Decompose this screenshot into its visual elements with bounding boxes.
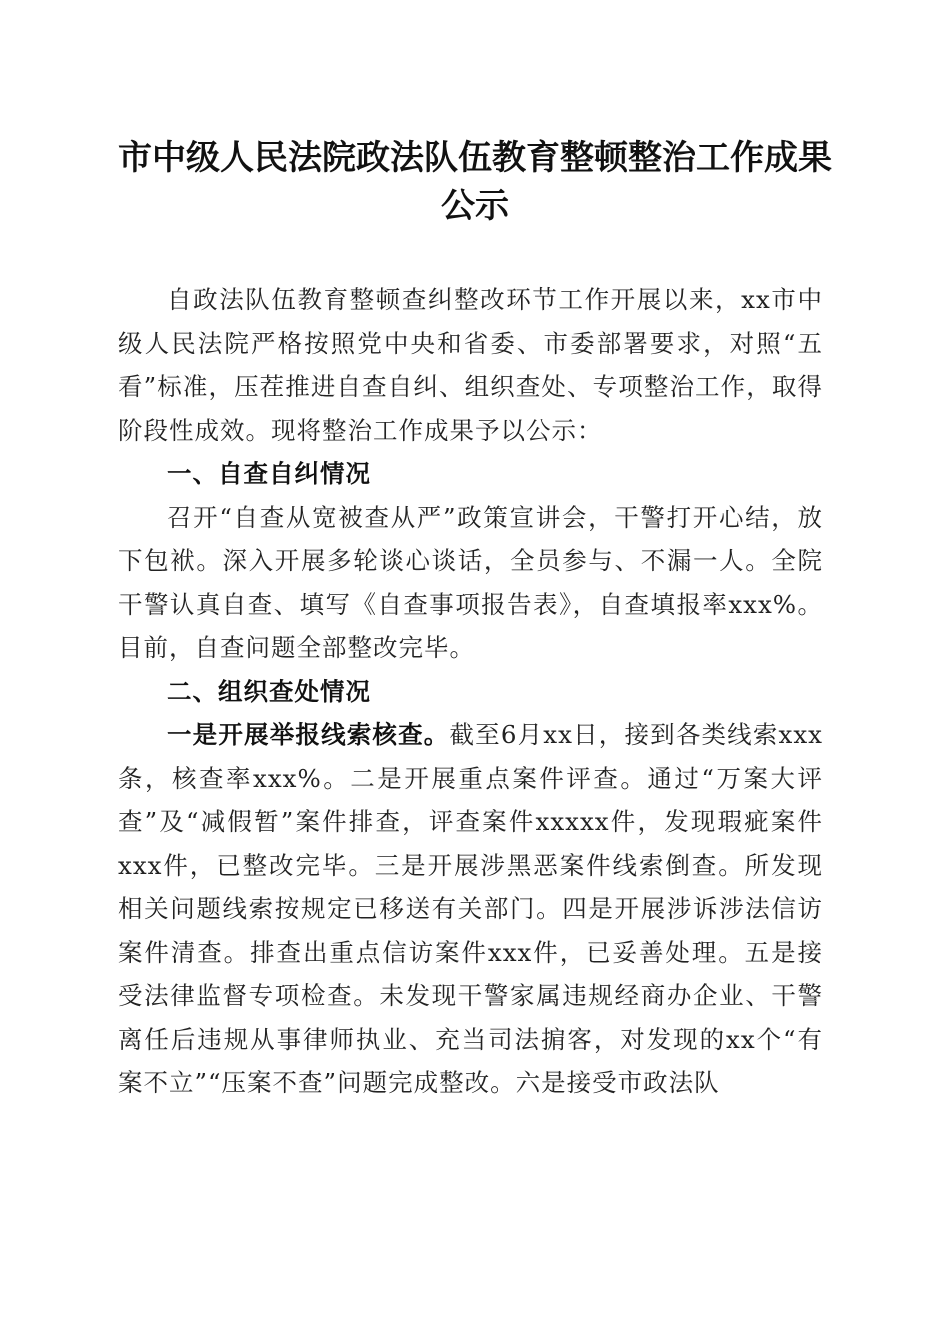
- section2-lead: 一是开展举报线索核查。: [167, 720, 450, 749]
- section1-heading: 一、自查自纠情况: [167, 459, 371, 488]
- section2-text: 截至6月xx日，接到各类线索xxx条，核查率xxx%。二是开展重点案件评查。通过“万案大评查”及“减假暂”案件排查，评查案件xxxxx件，发现瑕疵案件xxx件，已整改完毕。三是开展涉黑恶案件线索倒查。所发现相关问题线索按规定已移送有关部门。四是开展涉诉涉法信访案件清查。排查出重点信访案件xxx件，已妥善处理。五是接受法律监督专项检查。未发现干警家属违规经商办企业、干警离任后违规从事律师执业、充当司法掮客，对发现的xx个“有案不立”“压案不查”问题完成整改。六是接受市政法队: [118, 720, 823, 1097]
- document-body: [118, 278, 823, 1105]
- document-title: 市中级人民法院政法队伍教育整顿整治工作成果公示: [118, 138, 832, 226]
- section2-paragraph: [118, 713, 823, 1105]
- section1-paragraph: 召开“自查从宽被查从严”政策宣讲会，干警打开心结，放下包袱。深入开展多轮谈心谈话，全员参与、不漏一人。全院干警认真自查、填写《自查事项报告表》，自查填报率xxx%。目前，自查问题全部整改完毕。: [118, 502, 823, 662]
- intro-paragraph: 自政法队伍教育整顿查纠整改环节工作开展以来，xx市中级人民法院严格按照党中央和省委、市委部署要求，对照“五看”标准，压茬推进自查自纠、组织查处、专项整治工作，取得阶段性成效。现将整治工作成果予以公示：: [118, 285, 823, 445]
- section2-heading: 二、组织查处情况: [167, 676, 371, 706]
